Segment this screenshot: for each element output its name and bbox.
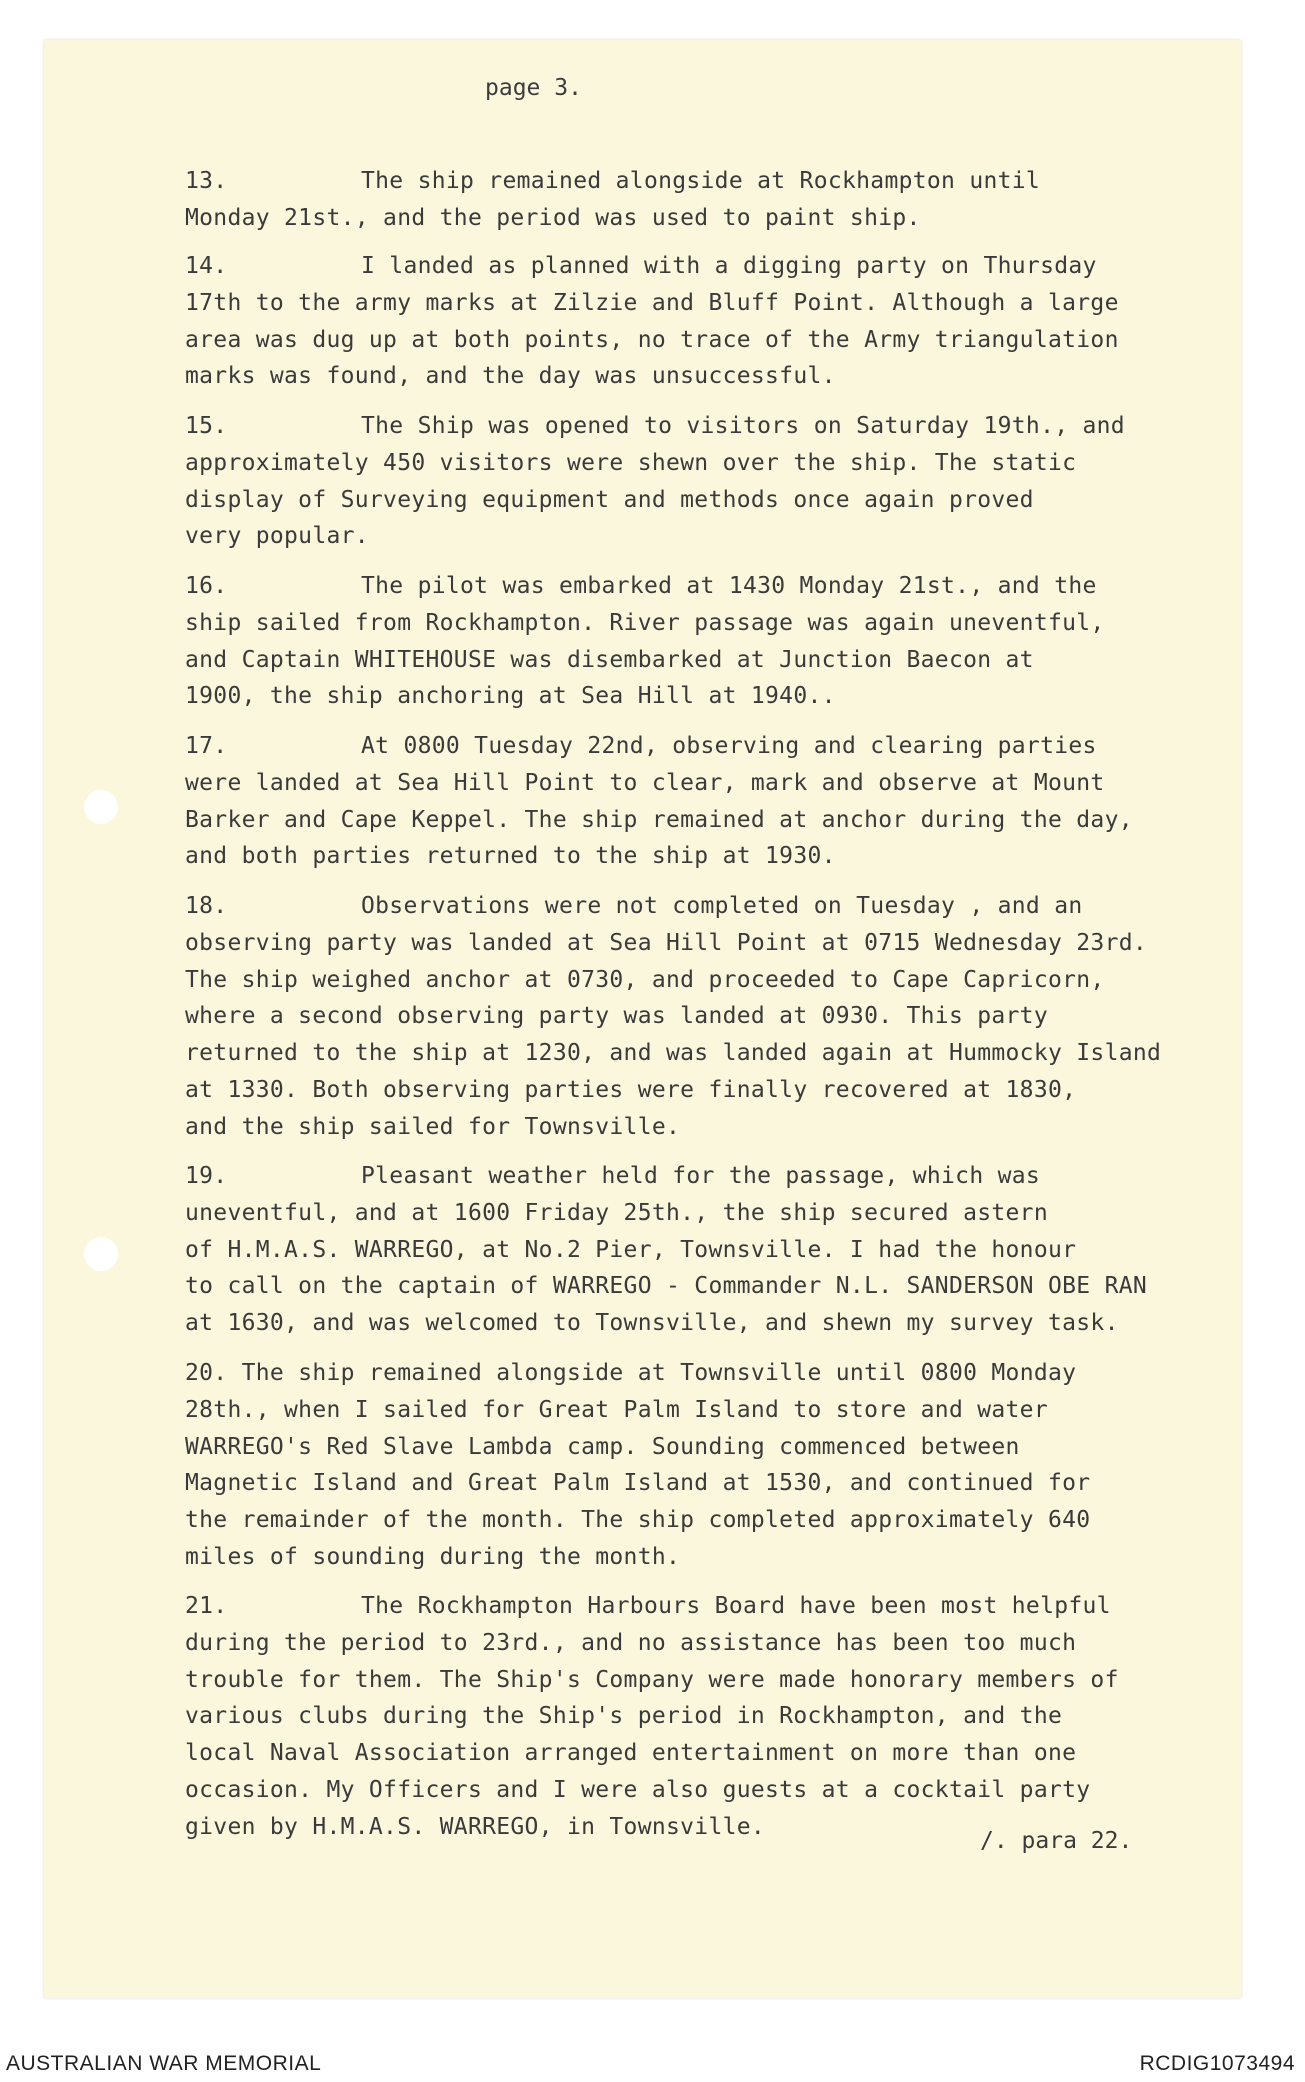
paragraph-line: The ship remained alongside at Townsville until 0800 Monday [241,1360,1077,1386]
paragraph-line: and the ship sailed for Townsville. [185,1113,681,1140]
paragraph-line: area was dug up at both points, no trace of the Army triangulation [185,326,1119,353]
paragraph-line: Magnetic Island and Great Palm Island at 1530, and continued for [185,1470,1091,1497]
paragraph-line: marks was found, and the day was unsuccessful. [185,363,836,390]
paragraph-number: 15. [185,413,228,439]
paragraph-number: 14. [185,253,228,279]
paragraph-line: at 1330. Both observing parties were finally recovered at 1830, [185,1076,1077,1103]
paragraph-13 [185,163,1205,237]
page-number: page 3. [485,75,582,101]
paragraph-line: I landed as planned with a digging party on Thursday [361,253,1097,279]
paragraph-line: ship sailed from Rockhampton. River passage was again uneventful, [185,609,1105,636]
paragraph-line: and Captain WHITEHOUSE was disembarked at Junction Baecon at [185,646,1034,673]
paragraph-line: The Rockhampton Harbours Board have been most helpful [361,1593,1111,1619]
paragraph-line: The Ship was opened to visitors on Saturday 19th., and [361,413,1125,439]
paragraph-line: at 1630, and was welcomed to Townsville, and shewn my survey task. [185,1310,1119,1337]
paragraph-line: The ship remained alongside at Rockhampton until [361,168,1041,194]
paragraph-line: of H.M.A.S. WARREGO, at No.2 Pier, Townsville. I had the honour [185,1236,1077,1263]
paragraph-17 [185,728,1205,875]
paragraph-line: trouble for them. The Ship's Company were made honorary members of [185,1666,1119,1693]
paragraph-line: The ship weighed anchor at 0730, and proceeded to Cape Capricorn, [185,966,1105,993]
paragraph-line: WARREGO's Red Slave Lambda camp. Sounding commenced between [185,1433,1020,1460]
paragraph-16 [185,568,1205,715]
paragraph-line: where a second observing party was landed at 0930. This party [185,1003,1048,1030]
paragraph-14 [185,248,1205,395]
archive-reference: RCDIG1073494 [1139,2052,1295,2075]
paragraph-line: observing party was landed at Sea Hill Point at 0715 Wednesday 23rd. [185,929,1148,956]
paragraph-number: 20. [185,1360,228,1386]
paragraph-line: Monday 21st., and the period was used to paint ship. [185,204,921,231]
paragraph-line: 1900, the ship anchoring at Sea Hill at 1940.. [185,683,836,710]
paragraph-line: returned to the ship at 1230, and was landed again at Hummocky Island [185,1040,1162,1067]
paragraph-number: 13. [185,168,228,194]
paragraph-number: 21. [185,1593,228,1619]
punch-hole [84,1237,118,1271]
paragraph-line: 17th to the army marks at Zilzie and Bluff Point. Although a large [185,289,1119,316]
paragraph-19 [185,1158,1205,1342]
paragraph-line: The pilot was embarked at 1430 Monday 21st., and the [361,573,1097,599]
paragraph-line: miles of sounding during the month. [185,1543,681,1570]
archive-credit: AUSTRALIAN WAR MEMORIAL [6,2052,322,2075]
paragraph-line: local Naval Association arranged entertainment on more than one [185,1740,1077,1767]
paragraph-line: various clubs during the Ship's period in Rockhampton, and the [185,1703,1063,1730]
paragraph-line: and both parties returned to the ship at 1930. [185,843,836,870]
continuation-note: /. para 22. [980,1828,1133,1854]
paragraph-line: Pleasant weather held for the passage, which was [361,1163,1041,1189]
paragraph-line: to call on the captain of WARREGO - Commander N.L. SANDERSON OBE RAN [185,1273,1148,1300]
paragraph-line: At 0800 Tuesday 22nd, observing and clearing parties [361,733,1097,759]
paragraph-number: 16. [185,573,228,599]
paragraph-line: given by H.M.A.S. WARREGO, in Townsville. [185,1813,766,1840]
paragraph-line: Observations were not completed on Tuesday , and an [361,893,1083,919]
paragraph-line: were landed at Sea Hill Point to clear, mark and observe at Mount [185,769,1105,796]
paragraph-line: Barker and Cape Keppel. The ship remained at anchor during the day, [185,806,1133,833]
paragraph-line: approximately 450 visitors were shewn over the ship. The static [185,449,1077,476]
paragraph-line: 28th., when I sailed for Great Palm Island to store and water [185,1396,1048,1423]
paragraph-line: very popular. [185,523,369,550]
paragraph-21 [185,1588,1205,1846]
paragraph-line: the remainder of the month. The ship completed approximately 640 [185,1507,1091,1534]
paragraph-number: 18. [185,893,228,919]
punch-hole [84,790,118,824]
paragraph-line: display of Surveying equipment and methods once again proved [185,486,1034,513]
paragraph-18 [185,888,1205,1146]
paragraph-15 [185,408,1205,555]
paragraph-20 [185,1355,1205,1576]
paragraph-line: occasion. My Officers and I were also guests at a cocktail party [185,1776,1091,1803]
paragraph-line: uneventful, and at 1600 Friday 25th., the ship secured astern [185,1199,1048,1226]
paragraph-number: 19. [185,1163,228,1189]
paragraph-number: 17. [185,733,228,759]
paragraph-line: during the period to 23rd., and no assistance has been too much [185,1629,1077,1656]
